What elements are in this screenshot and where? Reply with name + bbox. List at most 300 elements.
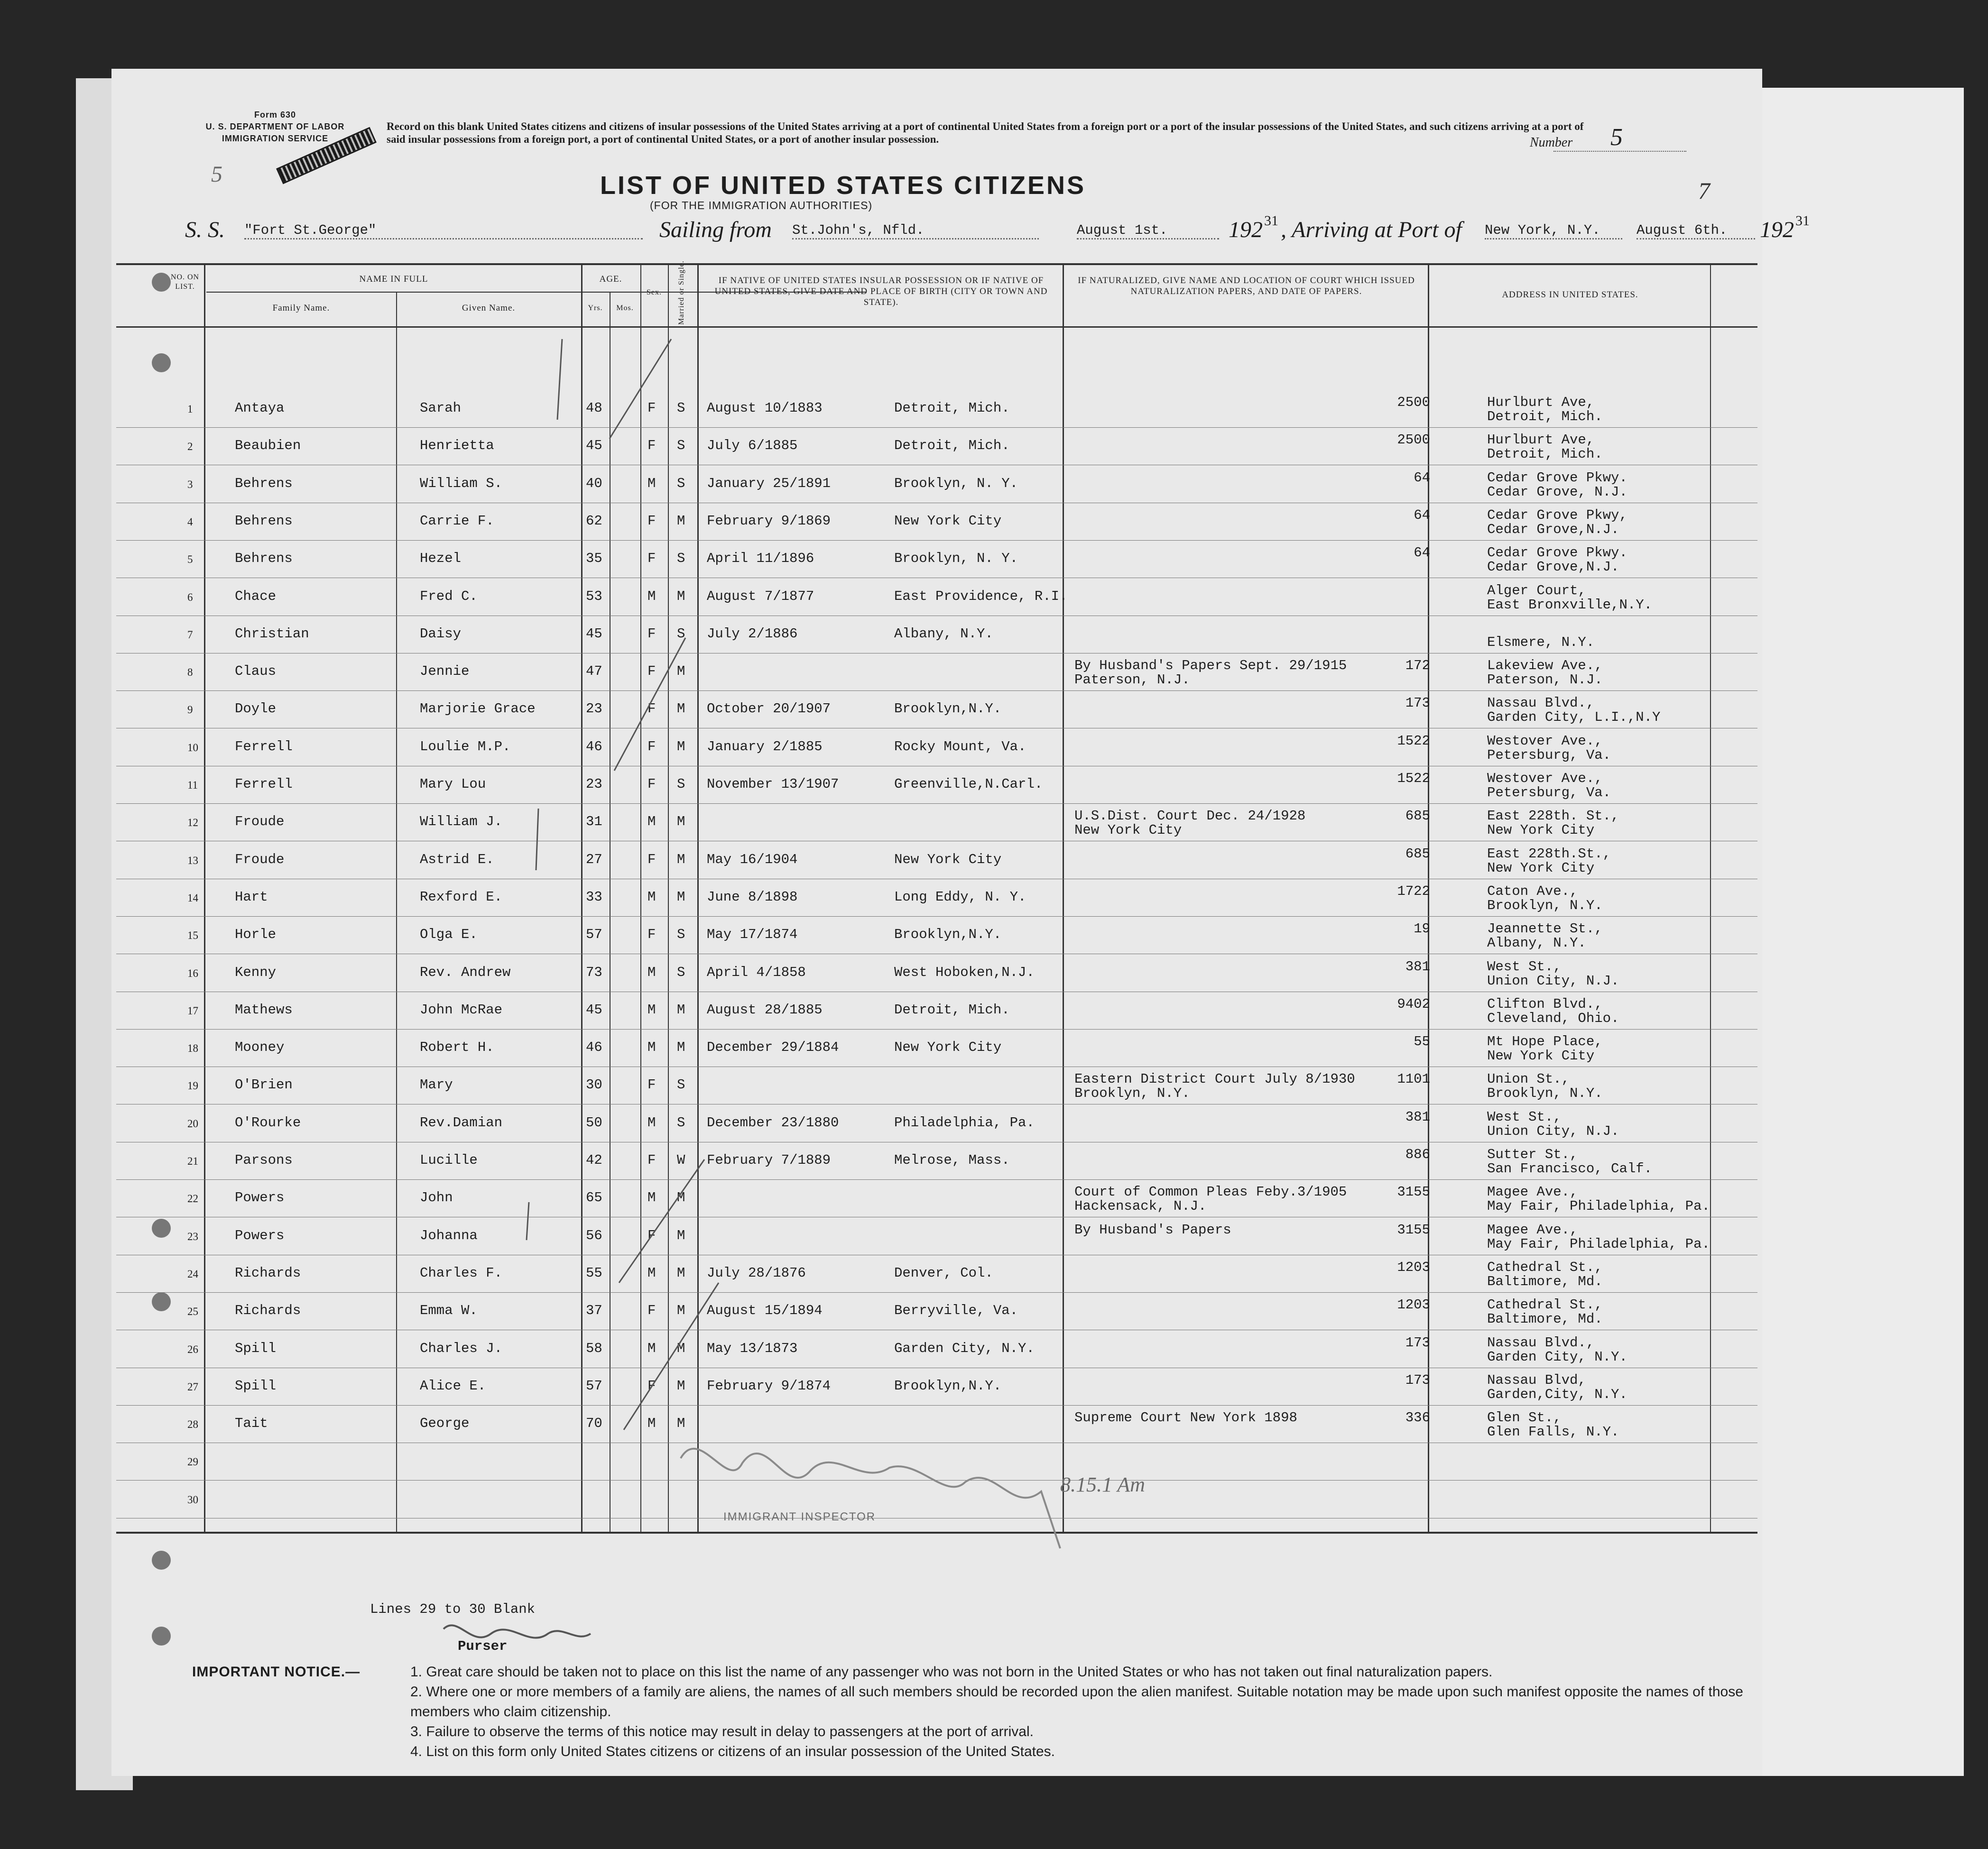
birth-place: New York City (894, 513, 1002, 529)
service-name: IMMIGRATION SERVICE (222, 134, 329, 143)
marital-status: M (677, 738, 685, 754)
given-name: Loulie M.P. (420, 738, 511, 754)
address-line-1: Cedar Grove Pkwy, (1487, 507, 1627, 523)
family-name: Antaya (235, 400, 285, 416)
given-name: Hezel (420, 551, 462, 567)
address-line-2: Cleveland, Ohio. (1487, 1010, 1619, 1026)
age-years: 31 (586, 814, 602, 830)
address-number: 173 (1405, 695, 1430, 711)
check-stroke (557, 339, 562, 420)
address-line-1: Cathedral St., (1487, 1259, 1603, 1275)
address-line-1: Cedar Grove Pkwy. (1487, 469, 1627, 486)
address-line-1: East 228th. St., (1487, 808, 1619, 824)
row-number: 26 (187, 1343, 198, 1355)
given-name: George (420, 1416, 470, 1432)
address-number: 381 (1405, 1109, 1430, 1125)
family-name: Richards (235, 1303, 301, 1319)
address-number: 886 (1405, 1147, 1430, 1162)
year-suffix-2: 31 (1795, 213, 1810, 229)
address-line-2: Paterson, N.J. (1487, 672, 1603, 688)
notice-item: 3. Failure to observe the terms of this notice may result in delay to passengers at the port of arrival. (410, 1724, 1034, 1739)
row-number: 24 (187, 1268, 198, 1280)
sex: F (647, 438, 656, 454)
given-name: William S. (420, 475, 503, 491)
header-birth: IF NATIVE OF UNITED STATES INSULAR POSSESSION OR IF NATIVE OF UNITED STATES, GIVE DATE AND PLACE OF BIRTH (CITY OR TOWN AND STATE). (714, 276, 1048, 307)
marital-status: M (677, 1039, 685, 1056)
given-name: William J. (420, 814, 503, 830)
address-number: 64 (1414, 507, 1430, 523)
family-name: O'Rourke (235, 1114, 301, 1131)
birth-place: Philadelphia, Pa. (894, 1114, 1035, 1131)
family-name: Tait (235, 1416, 268, 1432)
given-name: Rev.Damian (420, 1114, 503, 1131)
address-number: 1203 (1397, 1259, 1430, 1275)
marital-status: M (677, 588, 685, 604)
address-line-1: Caton Ave., (1487, 883, 1578, 899)
given-name: Charles F. (420, 1265, 503, 1281)
family-name: Claus (235, 663, 277, 680)
address-line-1: Hurlburt Ave, (1487, 395, 1595, 410)
family-name: Ferrell (235, 738, 293, 754)
row-number: 23 (187, 1230, 198, 1242)
address-number: 3155 (1397, 1184, 1430, 1200)
row-number: 16 (187, 967, 198, 979)
address-line-2: May Fair, Philadelphia, Pa. (1487, 1198, 1710, 1214)
naturalization-court: Eastern District Court July 8/1930 (1074, 1071, 1355, 1087)
marital-status: M (677, 663, 685, 680)
sex: M (647, 1265, 656, 1281)
naturalization-place: Brooklyn, N.Y. (1074, 1085, 1190, 1102)
address-line-2: May Fair, Philadelphia, Pa. (1487, 1236, 1710, 1252)
naturalization-place: New York City (1074, 822, 1182, 838)
form-number: Form 630 (254, 110, 296, 120)
birth-date: May 13/1873 (707, 1340, 798, 1356)
family-name: Parsons (235, 1152, 293, 1168)
header-age-mos: Mos. (616, 304, 634, 312)
row-number: 25 (187, 1306, 198, 1318)
address-line-2: Baltimore, Md. (1487, 1311, 1603, 1327)
family-name: Mathews (235, 1002, 293, 1018)
notice-item: 1. Great care should be taken not to place on this list the name of any passenger who was not born in the United States or who has not taken out final naturalization papers. (410, 1664, 1493, 1680)
row-number: 11 (187, 779, 198, 791)
address-line-1: East 228th.St., (1487, 846, 1611, 862)
row-number: 21 (187, 1155, 198, 1167)
age-years: 47 (586, 663, 602, 680)
check-stroke (536, 809, 538, 870)
sex: F (647, 551, 656, 567)
birth-place: Garden City, N.Y. (894, 1340, 1035, 1356)
check-stroke (614, 638, 685, 771)
address-line-2: Albany, N.Y. (1487, 935, 1586, 951)
inspector-signature (681, 1449, 1060, 1548)
birth-date: May 16/1904 (707, 851, 798, 867)
family-name: Behrens (235, 551, 293, 567)
address-line-1: Nassau Blvd, (1487, 1372, 1586, 1388)
naturalization-court: Court of Common Pleas Feby.3/1905 (1074, 1184, 1347, 1200)
header-married-single: Married or Single. (677, 260, 685, 325)
row-number: 13 (187, 854, 198, 866)
birth-place: Brooklyn,N.Y. (894, 701, 1002, 717)
address-line-1: Jeannette St., (1487, 921, 1603, 937)
birth-place: Brooklyn,N.Y. (894, 927, 1002, 943)
age-years: 33 (586, 889, 602, 905)
sex: F (647, 1152, 656, 1168)
birth-place: East Providence, R.I. (894, 588, 1068, 604)
sailing-label: Sailing from (659, 217, 772, 242)
address-line-2: Cedar Grove,N.J. (1487, 559, 1619, 575)
birth-date: June 8/1898 (707, 889, 798, 905)
birth-place: Detroit, Mich. (894, 400, 1010, 416)
sex: M (647, 588, 656, 604)
marital-status: M (677, 1303, 685, 1319)
sex: F (647, 1077, 656, 1093)
address-line-1: Alger Court, (1487, 582, 1586, 598)
address-line-2: Elsmere, N.Y. (1487, 634, 1595, 650)
given-name: Fred C. (420, 588, 478, 604)
row-number: 1 (187, 403, 193, 415)
naturalization-court: By Husband's Papers (1074, 1222, 1231, 1238)
address-line-2: Petersburg, Va. (1487, 747, 1611, 763)
sex: F (647, 1303, 656, 1319)
notice-item: 2. Where one or more members of a family are aliens, the names of all such members should be recorded upon the alien manifest. Suitable notation may be made upon such manifest opposite the names of those members who claim citizenship. (410, 1684, 1743, 1720)
birth-place: Brooklyn, N. Y. (894, 475, 1018, 491)
age-years: 73 (586, 964, 602, 980)
handwritten-mark: 5 (211, 162, 222, 187)
age-years: 46 (586, 738, 602, 754)
family-name: Behrens (235, 513, 293, 529)
row-number: 29 (187, 1456, 198, 1468)
address-line-1: West St., (1487, 958, 1562, 975)
notice-label: IMPORTANT NOTICE.— (192, 1664, 361, 1680)
family-name: O'Brien (235, 1077, 293, 1093)
birth-place: New York City (894, 1039, 1002, 1056)
naturalization-court: Supreme Court New York 1898 (1074, 1410, 1297, 1426)
number-label: Number (1530, 135, 1573, 150)
marital-status: S (677, 551, 685, 567)
departure-date: August 1st. (1077, 222, 1219, 239)
given-name: Mary (420, 1077, 453, 1093)
sex: M (647, 1190, 656, 1206)
birth-place: Melrose, Mass. (894, 1152, 1010, 1168)
birth-date: April 4/1858 (707, 964, 806, 980)
given-name: Daisy (420, 626, 462, 642)
sex: F (647, 927, 656, 943)
ship-name: "Fort St.George" (244, 222, 643, 239)
sex: M (647, 964, 656, 980)
address-line-2: New York City (1487, 822, 1595, 838)
address-line-2: Union City, N.J. (1487, 973, 1619, 989)
address-line-2: Glen Falls, N.Y. (1487, 1424, 1619, 1440)
annotation-overlay (111, 69, 1762, 1776)
age-years: 35 (586, 551, 602, 567)
row-number: 5 (187, 553, 193, 566)
birth-place: Rocky Mount, Va. (894, 738, 1026, 754)
inspector-label: IMMIGRANT INSPECTOR (723, 1510, 876, 1523)
row-number: 30 (187, 1493, 198, 1506)
family-name: Froude (235, 851, 285, 867)
marital-status: M (677, 513, 685, 529)
given-name: Rexford E. (420, 889, 503, 905)
sex: F (647, 776, 656, 792)
row-number: 14 (187, 892, 198, 904)
marital-status: W (677, 1152, 685, 1168)
birth-place: Brooklyn, N. Y. (894, 551, 1018, 567)
address-line-2: Brooklyn, N.Y. (1487, 1085, 1603, 1102)
row-number: 6 (187, 591, 193, 603)
address-number: 9402 (1397, 996, 1430, 1012)
address-line-1: Clifton Blvd., (1487, 996, 1603, 1012)
row-number: 9 (187, 704, 193, 716)
page-number: 7 (1698, 177, 1710, 204)
purser-signature (444, 1625, 591, 1637)
family-name: Hart (235, 889, 268, 905)
header-family-name: Family Name. (272, 303, 330, 313)
marital-status: M (677, 1190, 685, 1206)
address-line-2: Baltimore, Md. (1487, 1273, 1603, 1289)
sex: F (647, 1378, 656, 1394)
departure-port: St.John's, Nfld. (792, 222, 1039, 239)
family-name: Powers (235, 1227, 285, 1243)
given-name: Jennie (420, 663, 470, 680)
address-number: 173 (1405, 1334, 1430, 1351)
age-years: 45 (586, 626, 602, 642)
marital-status: S (677, 927, 685, 943)
address-line-2: San Francisco, Calf. (1487, 1161, 1653, 1177)
header-given-name: Given Name. (462, 303, 516, 313)
family-name: Froude (235, 814, 285, 830)
row-number: 15 (187, 929, 198, 942)
row-number: 17 (187, 1004, 198, 1017)
row-number: 20 (187, 1117, 198, 1130)
arriving-label: , Arriving at Port of (1281, 217, 1462, 242)
address-number: 381 (1405, 958, 1430, 975)
given-name: Marjorie Grace (420, 701, 536, 717)
age-years: 45 (586, 1002, 602, 1018)
birth-date: July 6/1885 (707, 438, 798, 454)
notice-item: 4. List on this form only United States citizens or citizens of an insular possession of the United States. (410, 1744, 1055, 1759)
department-name: U. S. DEPARTMENT OF LABOR (205, 122, 345, 131)
sex: F (647, 513, 656, 529)
marital-status: M (677, 1227, 685, 1243)
given-name: Emma W. (420, 1303, 478, 1319)
address-line-1: Magee Ave., (1487, 1184, 1578, 1200)
address-number: 1522 (1397, 771, 1430, 786)
marital-status: S (677, 776, 685, 792)
marital-status: M (677, 1340, 685, 1356)
given-name: Olga E. (420, 927, 478, 943)
sex: M (647, 475, 656, 491)
birth-date: December 29/1884 (707, 1039, 839, 1056)
sex: F (647, 738, 656, 754)
address-line-1: Cathedral St., (1487, 1297, 1603, 1313)
birth-date: April 11/1896 (707, 551, 814, 567)
age-years: 42 (586, 1152, 602, 1168)
sex: F (647, 851, 656, 867)
address-number: 336 (1405, 1410, 1430, 1426)
naturalization-place: Paterson, N.J. (1074, 672, 1190, 688)
marital-status: S (677, 626, 685, 642)
sex: M (647, 1002, 656, 1018)
age-years: 45 (586, 438, 602, 454)
header-age-yrs: Yrs. (588, 304, 603, 312)
sex: F (647, 400, 656, 416)
given-name: Charles J. (420, 1340, 503, 1356)
check-stroke (527, 1202, 529, 1240)
given-name: Rev. Andrew (420, 964, 511, 980)
age-years: 46 (586, 1039, 602, 1056)
birth-date: August 10/1883 (707, 400, 823, 416)
marital-status: M (677, 851, 685, 867)
row-number: 18 (187, 1042, 198, 1055)
birth-date: February 9/1874 (707, 1378, 831, 1394)
age-years: 48 (586, 400, 602, 416)
age-years: 50 (586, 1114, 602, 1131)
birth-date: August 28/1885 (707, 1002, 823, 1018)
birth-date: August 7/1877 (707, 588, 814, 604)
address-line-2: Detroit, Mich. (1487, 409, 1603, 424)
sex: F (647, 1227, 656, 1243)
address-line-2: Brooklyn, N.Y. (1487, 897, 1603, 913)
family-name: Beaubien (235, 438, 301, 454)
sex: M (647, 1340, 656, 1356)
given-name: Henrietta (420, 438, 494, 454)
age-years: 27 (586, 851, 602, 867)
year-prefix-1: 192 (1229, 217, 1263, 242)
family-name: Ferrell (235, 776, 293, 792)
year-prefix-2: 192 (1760, 217, 1794, 242)
address-line-2: Petersburg, Va. (1487, 785, 1611, 800)
birth-place: Albany, N.Y. (894, 626, 993, 642)
row-number: 28 (187, 1418, 198, 1431)
marital-status: M (677, 1416, 685, 1432)
check-stroke (624, 1283, 719, 1430)
age-years: 23 (586, 776, 602, 792)
birth-date: July 2/1886 (707, 626, 798, 642)
page-title: LIST OF UNITED STATES CITIZENS (600, 171, 1086, 200)
age-years: 57 (586, 927, 602, 943)
row-number: 3 (187, 478, 193, 490)
given-name: Johanna (420, 1227, 478, 1243)
birth-place: New York City (894, 851, 1002, 867)
marital-status: M (677, 1378, 685, 1394)
address-line-1: Nassau Blvd., (1487, 1334, 1595, 1351)
manifest-sheet (111, 69, 1810, 1776)
given-name: John (420, 1190, 453, 1206)
address-line-1: Magee Ave., (1487, 1222, 1578, 1238)
birth-date: May 17/1874 (707, 927, 798, 943)
lines-blank-note: Lines 29 to 30 Blank (370, 1601, 536, 1617)
marital-status: S (677, 1077, 685, 1093)
age-years: 56 (586, 1227, 602, 1243)
birth-date: August 15/1894 (707, 1303, 823, 1319)
address-line-1: Westover Ave., (1487, 733, 1603, 749)
given-name: John McRae (420, 1002, 503, 1018)
birth-date: February 7/1889 (707, 1152, 831, 1168)
address-line-2: Garden City, L.I.,N.Y (1487, 709, 1661, 726)
given-name: Sarah (420, 400, 462, 416)
marital-status: S (677, 475, 685, 491)
header-naturalization: IF NATURALIZED, GIVE NAME AND LOCATION OF COURT WHICH ISSUED NATURALIZATION PAPERS, AND DATE OF PAPERS. (1078, 276, 1415, 296)
address-number: 1722 (1397, 883, 1430, 899)
family-name: Mooney (235, 1039, 285, 1056)
address-number: 2500 (1397, 432, 1430, 448)
address-number: 2500 (1397, 395, 1430, 410)
check-stroke (610, 339, 671, 439)
number-value: 5 (1610, 124, 1623, 151)
sex: F (647, 663, 656, 680)
given-name: Mary Lou (420, 776, 486, 792)
birth-place: Greenville,N.Carl. (894, 776, 1043, 792)
marital-status: M (677, 1002, 685, 1018)
address-number: 64 (1414, 469, 1430, 486)
address-line-1: Cedar Grove Pkwy. (1487, 545, 1627, 561)
birth-date: January 2/1885 (707, 738, 823, 754)
address-number: 173 (1405, 1372, 1430, 1388)
address-line-1: Union St., (1487, 1071, 1570, 1087)
age-years: 23 (586, 701, 602, 717)
arrival-port: New York, N.Y. (1485, 222, 1622, 239)
row-number: 4 (187, 515, 193, 528)
ss-label: S. S. (185, 217, 225, 242)
age-years: 65 (586, 1190, 602, 1206)
address-line-2: Garden,City, N.Y. (1487, 1386, 1627, 1402)
arrival-date: August 6th. (1637, 222, 1755, 239)
birth-place: Denver, Col. (894, 1265, 993, 1281)
birth-date: February 9/1869 (707, 513, 831, 529)
sex: F (647, 701, 656, 717)
address-line-1: Lakeview Ave., (1487, 658, 1603, 674)
given-name: Lucille (420, 1152, 478, 1168)
address-line-2: New York City (1487, 860, 1595, 876)
family-name: Richards (235, 1265, 301, 1281)
marital-status: M (677, 1265, 685, 1281)
address-line-2: East Bronxville,N.Y. (1487, 597, 1653, 613)
given-name: Carrie F. (420, 513, 494, 529)
age-years: 55 (586, 1265, 602, 1281)
marital-status: S (677, 400, 685, 416)
family-name: Spill (235, 1340, 277, 1356)
family-name: Kenny (235, 964, 277, 980)
address-number: 55 (1414, 1034, 1430, 1050)
row-number: 10 (187, 741, 198, 754)
address-line-2: New York City (1487, 1048, 1595, 1064)
row-number: 12 (187, 817, 198, 829)
age-years: 57 (586, 1378, 602, 1394)
row-number: 7 (187, 628, 193, 641)
given-name: Astrid E. (420, 851, 494, 867)
family-name: Horle (235, 927, 277, 943)
birth-date: July 28/1876 (707, 1265, 806, 1281)
header-name-in-full: NAME IN FULL (359, 274, 428, 284)
row-number: 27 (187, 1380, 198, 1393)
address-line-1: Sutter St., (1487, 1147, 1578, 1162)
header-no: NO. ON LIST. (170, 273, 200, 291)
row-number: 19 (187, 1080, 198, 1092)
purser-label: Purser (458, 1638, 508, 1654)
address-line-1: Hurlburt Ave, (1487, 432, 1595, 448)
birth-place: Berryville, Va. (894, 1303, 1018, 1319)
address-number: 172 (1405, 658, 1430, 674)
naturalization-place: Hackensack, N.J. (1074, 1198, 1207, 1214)
given-name: Alice E. (420, 1378, 486, 1394)
family-name: Powers (235, 1190, 285, 1206)
sex: M (647, 1039, 656, 1056)
birth-place: Long Eddy, N. Y. (894, 889, 1026, 905)
inspector-initials: 8.15.1 Am (1060, 1473, 1145, 1496)
address-number: 1203 (1397, 1297, 1430, 1313)
birth-date: December 23/1880 (707, 1114, 839, 1131)
address-line-2: Garden City, N.Y. (1487, 1349, 1627, 1365)
